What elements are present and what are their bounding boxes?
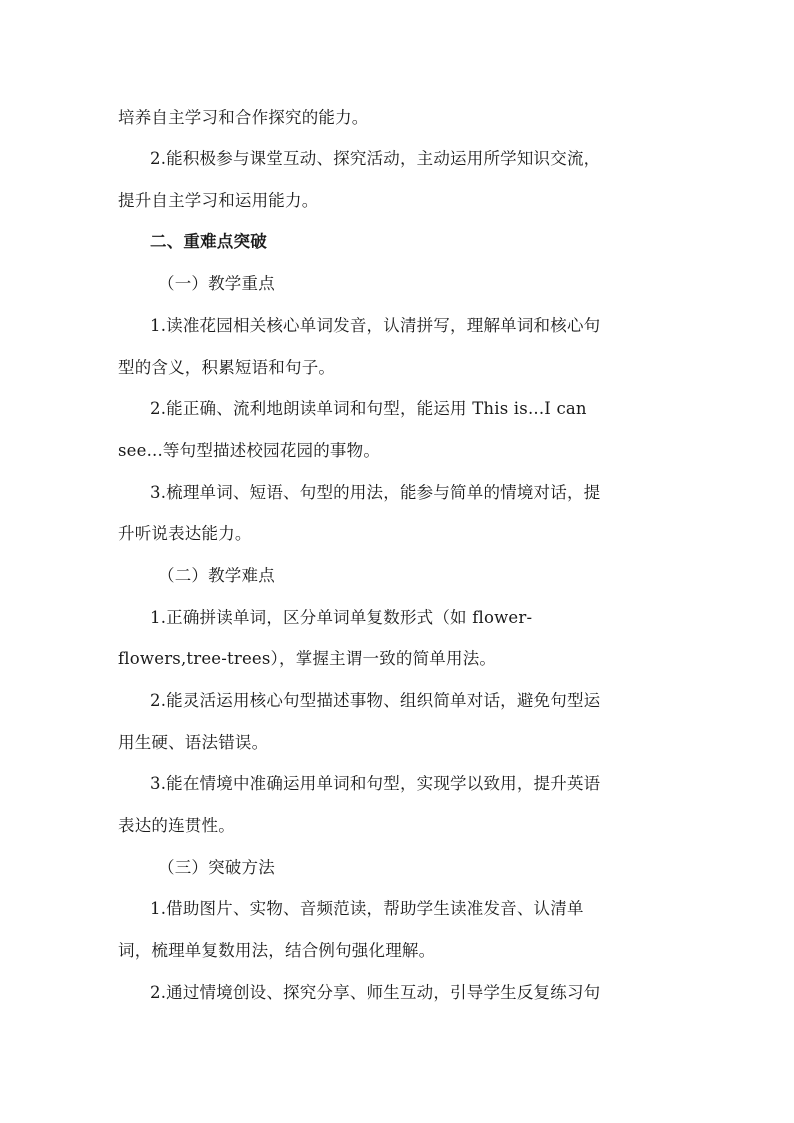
paragraph-line: 2.能灵活运用核心句型描述事物、组织简单对话，避免句型运 (150, 691, 601, 710)
paragraph-line: 2.通过情境创设、探究分享、师生互动，引导学生反复练习句 (150, 983, 601, 1002)
subsection-heading: （三）突破方法 (158, 858, 275, 877)
subsection-heading: （二）教学难点 (158, 566, 275, 585)
paragraph-line: 表达的连贯性。 (118, 816, 235, 835)
paragraph-line: 用生硬、语法错误。 (118, 733, 269, 752)
paragraph-line: 3.能在情境中准确运用单词和句型，实现学以致用，提升英语 (150, 774, 601, 793)
paragraph-line: 培养自主学习和合作探究的能力。 (118, 108, 369, 127)
paragraph-line: 词，梳理单复数用法，结合例句强化理解。 (118, 941, 436, 960)
paragraph-line: 1.读准花园相关核心单词发音，认清拼写，理解单词和核心句 (150, 316, 601, 335)
paragraph-line: see...等句型描述校园花园的事物。 (118, 441, 381, 460)
subsection-heading: （一）教学重点 (158, 274, 275, 293)
paragraph-line: 1.正确拼读单词，区分单词单复数形式（如 flower- (150, 608, 533, 627)
paragraph-line: 2.能正确、流利地朗读单词和句型，能运用 This is...I can (150, 399, 587, 418)
section-heading: 二、重难点突破 (150, 232, 267, 251)
paragraph-line: 提升自主学习和运用能力。 (118, 191, 319, 210)
paragraph-line: 2.能积极参与课堂互动、探究活动，主动运用所学知识交流， (150, 149, 601, 168)
paragraph-line: 1.借助图片、实物、音频范读，帮助学生读准发音、认清单 (150, 899, 584, 918)
paragraph-line: 3.梳理单词、短语、句型的用法，能参与简单的情境对话，提 (150, 483, 601, 502)
paragraph-line: 型的含义，积累短语和句子。 (118, 358, 336, 377)
paragraph-line: flowers,tree-trees），掌握主谓一致的简单用法。 (118, 649, 497, 668)
paragraph-line: 升听说表达能力。 (118, 524, 252, 543)
